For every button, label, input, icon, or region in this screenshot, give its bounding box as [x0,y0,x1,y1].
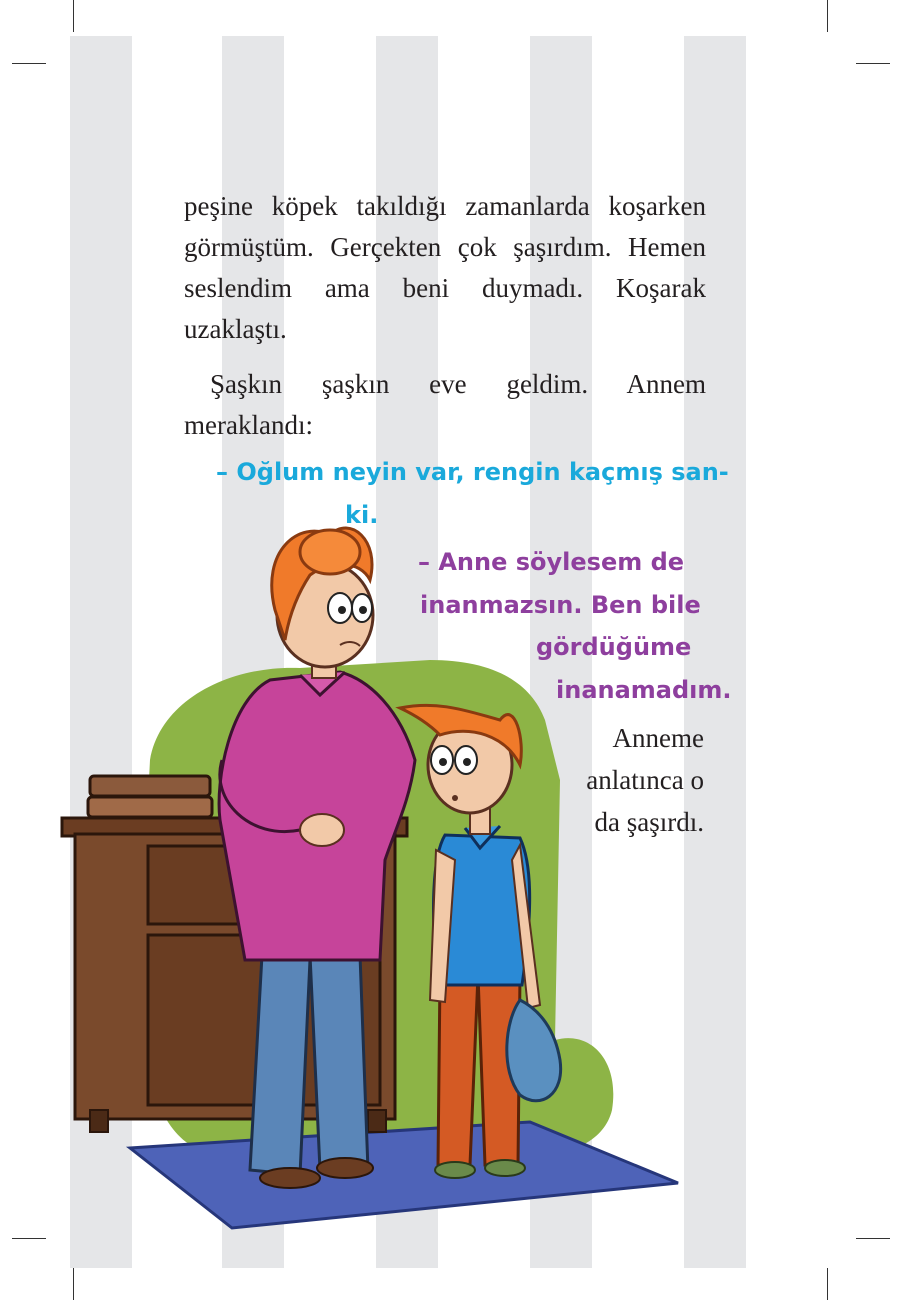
side-text-line-1: Anneme [612,723,704,753]
boy-dialogue-line-4: inanamadım. [556,676,732,704]
mother-dialogue-line-1: – Oğlum neyin var, rengin kaçmış san- [216,458,729,486]
boy-dialogue-line-1: – Anne söylesem de [418,548,685,576]
mother-dialogue-line-2: ki. [345,501,379,529]
paragraph-2: Şaşkın şaşkın eve geldim. Annem meraklandı: [184,369,706,440]
side-text-line-3: da şaşırdı. [594,807,704,837]
boy-dialogue-line-2: inanmazsın. Ben bile [420,591,701,619]
boy-dialogue-line-3: gördüğüme [536,633,692,661]
side-text-line-2: anlatınca o [586,765,704,795]
paragraph-1: peşine köpek takıldığı zamanlarda koşarken görmüştüm. Gerçekten çok şaşırdım. Hemen seslendim ama beni duymadı. Koşarak uzaklaştı. [184,191,706,344]
book-stack [88,776,212,817]
